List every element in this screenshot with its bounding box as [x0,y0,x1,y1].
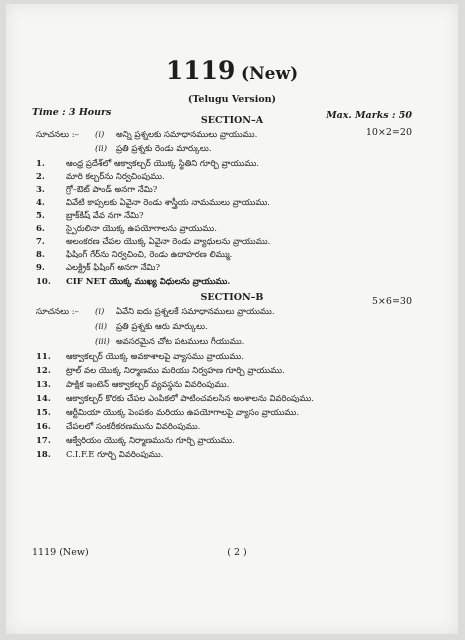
question-row [36,159,418,171]
question-number: 5. [36,211,45,221]
question-row [36,185,418,197]
question-row [36,250,418,262]
question-number: 16. [36,422,51,432]
question-number: 14. [36,394,51,404]
instruction-text: ప్రతి ప్రశ్నకు రెండు మార్కులు. [116,144,212,154]
instruction-text: ప్రతి ప్రశ్నకు ఆరు మార్కులు. [116,322,208,332]
question-text: C.I.F.E గూర్చి వివరింపుము. [66,450,164,460]
section-a-instruction [36,130,418,142]
instruction-number: (ii) [95,144,108,154]
question-text: ఆర్టీమియా యొక్క పెంపకం మరియు ఉపయోగాలపై వ్యాసం వ్రాయుము. [66,408,300,418]
question-text: ఆక్వాకల్చర్ కొరకు చేపల ఎంపికలో పాటించవలసిన అంశాలను వివరింపుము. [66,394,314,404]
question-text: పాక్షిక ఇంటెన్ ఆక్వాకల్చర్ వ్యవస్థను వివరింపుము. [66,380,230,390]
paper-tag: (New) [241,64,299,84]
paper-number: 1119 [165,56,236,85]
page-number-text: ( 2 ) [227,547,247,558]
question-text: CIF NET యొక్క ముఖ్య విధులను వ్రాయుము. [66,277,231,287]
instruction-text: ఏవేని ఐదు ప్రశ్నలకే సమాధానములు వ్రాయుము. [116,307,275,317]
question-row [36,366,418,378]
question-row [36,263,418,275]
footer-paper-code: 1119 (New) [32,547,89,558]
section-a-marks: 10×2=20 [365,127,412,138]
question-number: 17. [36,436,51,446]
instruction-number: (i) [95,307,105,317]
question-text: ఎలక్ట్రిక్ ఫిషింగ్ అనగా నేమి? [66,263,161,273]
question-text: ఫిషింగ్ గేర్‌ను నిర్వచించి, రెండు ఉదాహరణ లిమ్ము. [66,250,233,260]
question-row [36,450,418,462]
instruction-text: అవసరమైన చోట పటములు గీయుము. [116,337,245,347]
time-allowed: Time : 3 Hours [32,107,112,118]
question-row [36,237,418,249]
question-number: 10. [36,277,51,287]
section-b-title: SECTION–B [200,292,264,303]
question-row [36,394,418,406]
question-text: మారి కల్చర్‌ను నిర్వచింపుము. [66,172,165,182]
question-number: 12. [36,366,51,376]
question-text: చేపలలో సంకరీకరణమును వివరింపుము. [66,422,201,432]
instruction-number: (iii) [95,337,110,347]
question-number: 1. [36,159,45,169]
question-row [36,380,418,392]
question-text: స్పైరులినా యొక్క ఉపయోగాలను వ్రాయుము. [66,224,217,234]
question-number: 18. [36,450,51,460]
question-number: 3. [36,185,45,195]
question-number: 11. [36,352,51,362]
question-text: అలంకరణ చేపల యొక్క ఏవైనా రెండు వ్యాధులను వ్రాయుము. [66,237,271,247]
question-text: ఆంధ్ర ప్రదేశ్‌లో ఆక్వాకల్చర్ యొక్క స్థితిని గూర్చి వ్రాయుము. [66,159,259,169]
section-b-instruction [36,322,418,334]
question-text: బ్రాక్‌కిష్ వేవ నగా నేమి? [66,211,144,221]
question-number: 4. [36,198,45,208]
instruction-number: (ii) [95,322,108,332]
page-number [6,547,458,558]
section-b-marks: 5×6=30 [371,296,412,307]
question-row [36,422,418,434]
paper-code [6,56,458,85]
question-text: ట్రాల్ వల యొక్క నిర్మాణము మరియు నిర్వహణ గూర్చి వ్రాయుము. [66,366,285,376]
section-a-instruction [36,144,418,156]
question-text: ఆక్వేరియం యొక్క నిర్మాణమును గూర్చి వ్రాయుము. [66,436,235,446]
instructions-label: సూచనలు :– [36,130,79,140]
question-row [36,277,418,289]
question-row [36,211,418,223]
max-marks: Max. Marks : 50 [326,110,412,121]
instruction-number: (i) [95,130,105,140]
question-text: ఆక్వాకల్చర్ యొక్క అవకాశాలపై వ్యాసము వ్రాయుము. [66,352,244,362]
section-b-instruction [36,337,418,349]
section-b-instruction [36,307,418,319]
question-paper-page [6,4,458,634]
question-text: వివేటి కాప్సలకు ఏవైనా రెండు శాస్త్రీయ నామములు వ్రాయుము. [66,198,271,208]
question-number: 7. [36,237,45,247]
question-number: 15. [36,408,51,418]
question-text: గ్రో–ఔట్ పాండ్ అనగా నేమి? [66,185,158,195]
question-row [36,198,418,210]
question-row [36,224,418,236]
question-row [36,408,418,420]
question-number: 2. [36,172,45,182]
question-number: 6. [36,224,45,234]
paper-version: (Telugu Version) [187,94,277,105]
question-row [36,352,418,364]
question-number: 13. [36,380,51,390]
question-number: 9. [36,263,45,273]
question-number: 8. [36,250,45,260]
question-row [36,436,418,448]
instructions-label: సూచనలు :– [36,307,79,317]
question-row [36,172,418,184]
instruction-text: అన్ని ప్రశ్నలకు సమాధానములు వ్రాయుము. [116,130,258,140]
section-a-title: SECTION–A [200,115,264,126]
